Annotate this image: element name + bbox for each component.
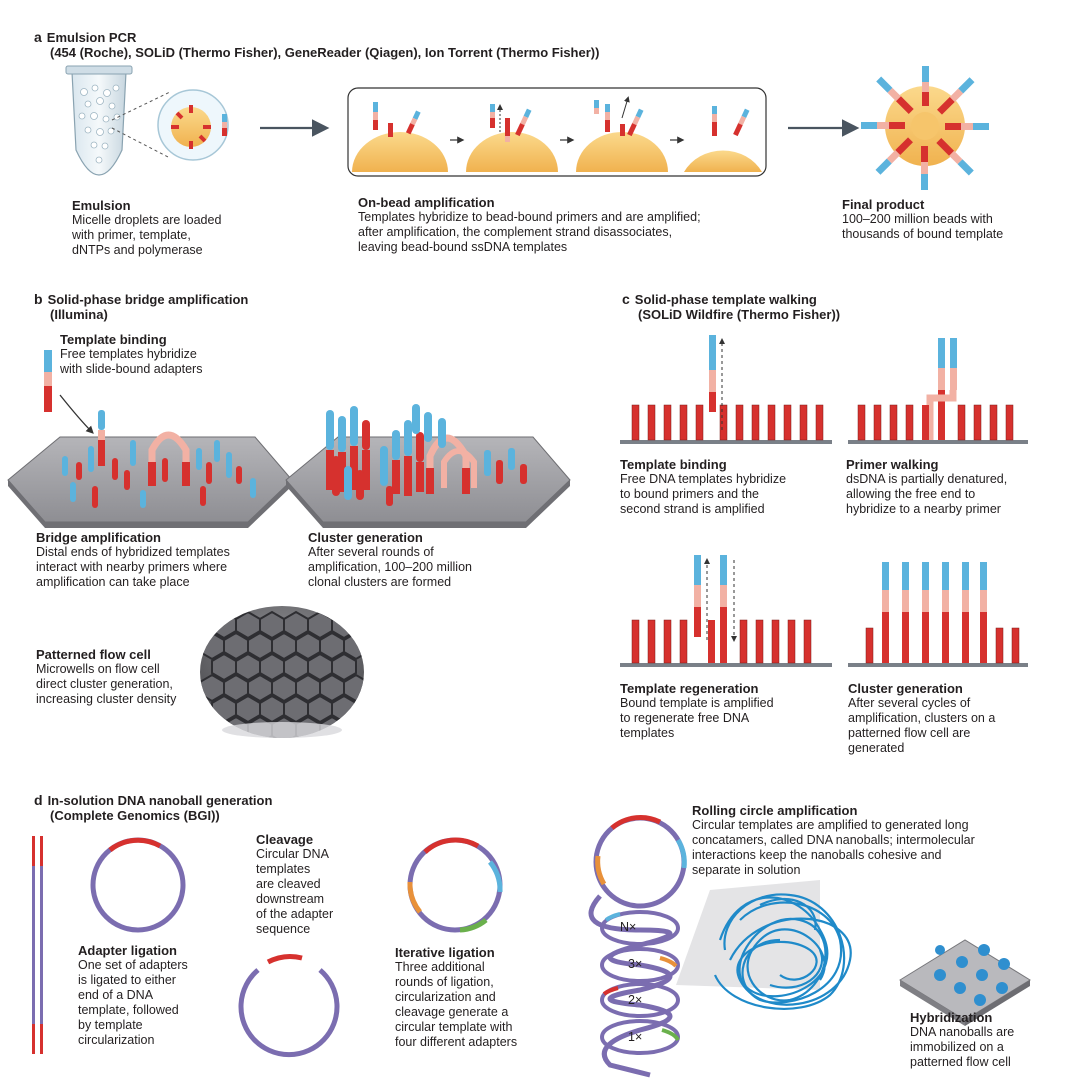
hybridization-line-3: patterned flow cell [910,1055,1011,1069]
template-binding-title-b: Template binding [60,332,167,347]
adapter-ligation-line-5: by template [78,1018,143,1032]
cluster-slide [286,404,570,528]
patterned-flow-cell-title: Patterned flow cell [36,647,151,662]
emulsion-line-2: with primer, template, [72,228,191,242]
adapter-ligation-line-6: circularization [78,1033,155,1047]
cleavage-title: Cleavage [256,832,314,847]
section-b-heading: Solid-phase bridge amplification [47,292,249,307]
cleavage-line-6: sequence [256,922,311,936]
cleavage-line-5: of the adapter [256,907,334,921]
adapter-ligation-caption [78,943,188,1048]
patterned-flow-cell-line-3: increasing cluster density [36,692,177,706]
on-bead-amplification-box [348,88,766,176]
section-b-title [34,292,248,307]
section-d-title [34,793,272,808]
hybridization-line-2: immobilized on a [910,1040,1004,1054]
template-regeneration-line-1: Bound template is amplified [620,696,774,710]
primer-walking-line-3: hybridize to a nearby primer [846,502,1001,516]
section-a-heading: Emulsion PCR [46,30,137,45]
cluster-generation-line-1-b: After several rounds of [308,545,434,559]
template-binding-panel-c [620,335,832,444]
bridge-amplification-line-3: amplification can take place [36,575,190,589]
primer-walking-caption [846,457,1007,517]
cleavage-line-4: downstream [256,892,325,906]
cleavage-caption [256,832,333,937]
bridge-amplification-line-2: interact with nearby primers where [36,560,228,574]
template-binding-caption-c [620,457,786,517]
emulsion-tube-illustration [66,66,170,175]
primer-walking-panel [848,338,1028,444]
template-binding-line-2-b: with slide-bound adapters [60,362,203,376]
cluster-generation-line-2-b: amplification, 100–200 million [308,560,472,574]
rolling-circle-title: Rolling circle amplification [692,803,858,818]
template-binding-line-1-c: Free DNA templates hybridize [620,472,787,486]
iterative-ligation-line-3: circularization and [395,990,496,1004]
section-c-title [622,292,817,307]
bridge-amplification-line-1: Distal ends of hybridized templates [36,545,230,559]
iterative-ligation-line-2: rounds of ligation, [395,975,494,989]
iterative-ligation-line-6: four different adapters [395,1035,518,1049]
adapter-ligation-line-1: One set of adapters [78,958,188,972]
template-binding-title-c: Template binding [620,457,727,472]
rolling-circle-line-3: interactions keep the nanoballs cohesive and [692,848,942,862]
adapter-ligation-line-3: end of a DNA [78,988,154,1002]
template-regeneration-caption [620,681,774,741]
loop-label-1: 1× [628,1030,643,1044]
section-c-letter: c [622,291,630,307]
cleaved-circle [241,957,337,1055]
section-a-letter: a [34,29,42,45]
bridge-amplification-caption [36,530,230,590]
emulsion-line-1: Micelle droplets are loaded [72,213,222,227]
patterned-flow-cell-line-2: direct cluster generation, [36,677,173,691]
cluster-generation-line-3-b: clonal clusters are formed [308,575,452,589]
section-d-letter: d [34,792,43,808]
final-product-caption [842,197,1003,242]
section-c-subtitle: (SOLiD Wildfire (Thermo Fisher)) [638,307,841,322]
section-a-subtitle: (454 (Roche), SOLiD (Thermo Fisher), GeneReader (Qiagen), Ion Torrent (Thermo Fisher)) [50,45,600,60]
final-product-title: Final product [842,197,925,212]
cleavage-line-3: are cleaved [256,877,321,891]
template-binding-line-3-c: second strand is amplified [620,502,765,516]
cleavage-line-2: templates [256,862,311,876]
template-binding-caption-b [60,332,202,377]
linear-template-strands [32,836,43,1054]
template-regeneration-line-2: to regenerate free DNA [620,711,750,725]
template-regeneration-line-3: templates [620,726,675,740]
cluster-generation-line-1-c: After several cycles of [848,696,971,710]
cluster-generation-panel-c [848,562,1028,667]
emulsion-line-3: dNTPs and polymerase [72,243,203,257]
rolling-circle-line-1: Circular templates are amplified to generated long [692,818,969,832]
on-bead-line-3: leaving bead-bound ssDNA templates [358,240,568,254]
cluster-generation-caption-b [308,530,472,590]
section-c-heading: Solid-phase template walking [634,292,817,307]
template-binding-line-2-c: to bound primers and the [620,487,759,501]
emulsion-title: Emulsion [72,198,131,213]
iterative-ligation-line-4: cleavage generate a [395,1005,509,1019]
primer-walking-line-2: allowing the free end to [846,487,976,501]
iterative-ligation-line-1: Three additional [395,960,485,974]
rolling-circle-caption [692,803,975,878]
section-d-heading: In-solution DNA nanoball generation [47,793,273,808]
bridge-amplification-title: Bridge amplification [36,530,161,545]
iterative-ligation-line-5: circular template with [395,1020,513,1034]
template-regeneration-title: Template regeneration [620,681,759,696]
adapter-ligation-title: Adapter ligation [78,943,177,958]
cluster-generation-line-3-c: patterned flow cell are [848,726,971,740]
template-binding-line-1-b: Free templates hybridize [60,347,197,361]
section-b-subtitle: (Illumina) [50,307,108,322]
hybridization-title: Hybridization [910,1010,993,1025]
primer-walking-line-1: dsDNA is partially denatured, [846,472,1008,486]
adapter-ligation-line-4: template, followed [78,1003,179,1017]
iterative-ligation-title: Iterative ligation [395,945,495,960]
iterative-ligation-caption [395,945,517,1050]
patterned-flow-cell-line-1: Microwells on flow cell [36,662,160,676]
emulsion-caption [72,198,221,258]
cluster-generation-title-c: Cluster generation [848,681,963,696]
on-bead-line-1: Templates hybridize to bead-bound primers and are amplified; [358,210,701,224]
patterned-flow-cell-caption [36,647,176,707]
section-b-letter: b [34,291,43,307]
cluster-generation-title-b: Cluster generation [308,530,423,545]
primer-walking-title: Primer walking [846,457,939,472]
on-bead-title: On-bead amplification [358,195,495,210]
hybridization-caption [910,1010,1014,1070]
rolling-circle-line-4: separate in solution [692,863,801,877]
final-product-line-1: 100–200 million beads with [842,212,993,226]
final-product-bead [861,66,989,190]
on-bead-line-2: after amplification, the complement strand disassociates, [358,225,673,239]
cluster-generation-caption-c [848,681,995,756]
adapter-ligation-circle [93,840,183,930]
rolling-circle-line-2: concatamers, called DNA nanoballs; intermolecular [692,833,975,847]
cluster-generation-line-4-c: generated [848,741,905,755]
micelle-droplet-illustration [158,90,228,160]
loop-label-2: 2× [628,993,643,1007]
patterned-flow-cell-image [200,606,368,743]
section-d-subtitle: (Complete Genomics (BGI)) [50,808,220,823]
on-bead-caption [358,195,701,255]
cluster-generation-line-2-c: amplification, clusters on a [848,711,996,725]
hybridization-line-1: DNA nanoballs are [910,1025,1015,1039]
bridge-slide [8,410,292,528]
final-product-line-2: thousands of bound template [842,227,1004,241]
cleavage-line-1: Circular DNA [256,847,329,861]
adapter-ligation-line-2: is ligated to either [78,973,176,987]
template-regeneration-panel [620,555,832,667]
loop-label-n: N× [620,920,637,934]
loop-label-3: 3× [628,957,643,971]
iterative-ligation-circle [410,840,500,930]
